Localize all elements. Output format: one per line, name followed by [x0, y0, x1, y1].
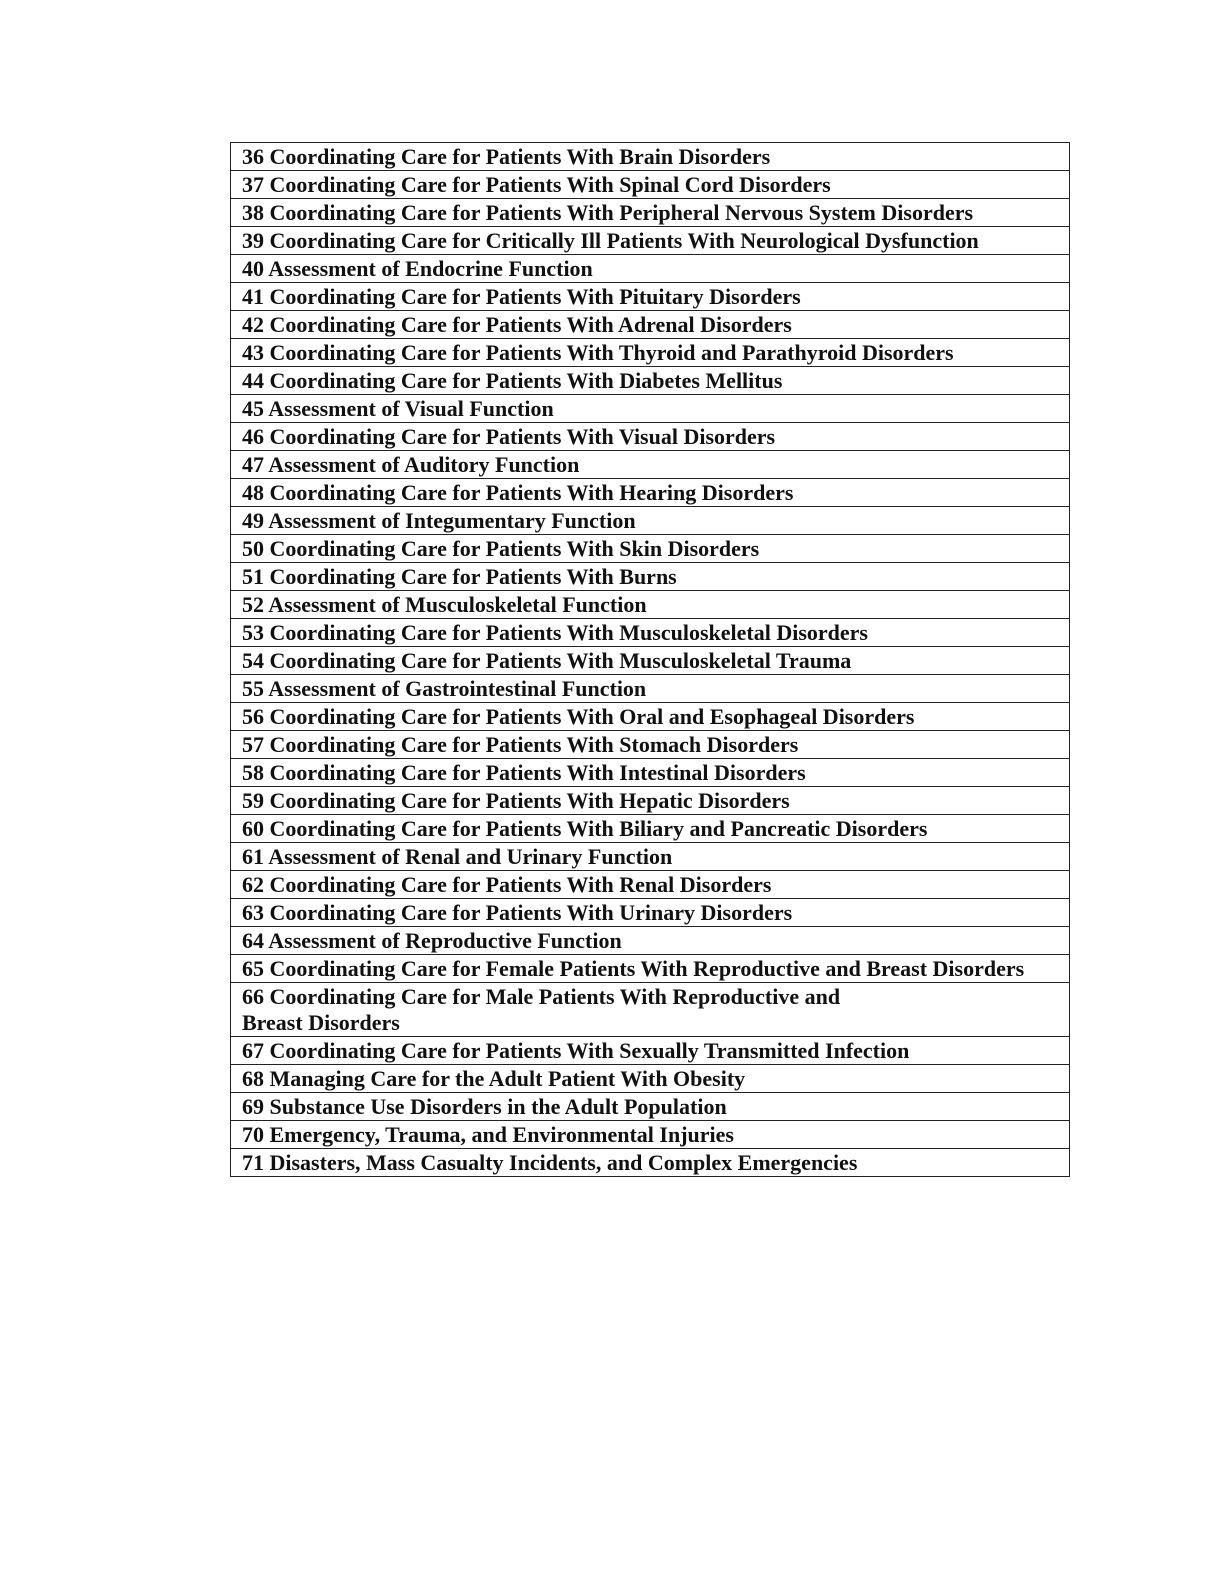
table-row [231, 1065, 1070, 1093]
chapter-cell: 71 Disasters, Mass Casualty Incidents, and Complex Emergencies [231, 1149, 1070, 1177]
table-row [231, 1093, 1070, 1121]
chapter-cell: 41 Coordinating Care for Patients With Pituitary Disorders [231, 283, 1070, 311]
table-row [231, 871, 1070, 899]
table-row [231, 479, 1070, 507]
chapter-cell: 47 Assessment of Auditory Function [231, 451, 1070, 479]
table-row [231, 983, 1070, 1037]
table-row [231, 339, 1070, 367]
chapter-cell: 37 Coordinating Care for Patients With Spinal Cord Disorders [231, 171, 1070, 199]
table-row [231, 731, 1070, 759]
chapter-cell: 50 Coordinating Care for Patients With Skin Disorders [231, 535, 1070, 563]
chapter-cell: 62 Coordinating Care for Patients With Renal Disorders [231, 871, 1070, 899]
table-row [231, 703, 1070, 731]
table-row [231, 199, 1070, 227]
table-row [231, 787, 1070, 815]
table-row [231, 815, 1070, 843]
table-row [231, 143, 1070, 171]
chapter-cell: 56 Coordinating Care for Patients With Oral and Esophageal Disorders [231, 703, 1070, 731]
chapter-table-body [231, 143, 1070, 1177]
chapter-cell: 61 Assessment of Renal and Urinary Function [231, 843, 1070, 871]
chapter-cell: 43 Coordinating Care for Patients With Thyroid and Parathyroid Disorders [231, 339, 1070, 367]
table-row [231, 507, 1070, 535]
table-row [231, 759, 1070, 787]
chapter-cell: 39 Coordinating Care for Critically Ill Patients With Neurological Dysfunction [231, 227, 1070, 255]
table-row [231, 171, 1070, 199]
chapter-cell: 51 Coordinating Care for Patients With Burns [231, 563, 1070, 591]
chapter-cell: 66 Coordinating Care for Male Patients With Reproductive and Breast Disorders [231, 983, 1070, 1037]
chapter-cell: 53 Coordinating Care for Patients With Musculoskeletal Disorders [231, 619, 1070, 647]
chapter-cell: 63 Coordinating Care for Patients With Urinary Disorders [231, 899, 1070, 927]
table-row [231, 395, 1070, 423]
table-row [231, 283, 1070, 311]
chapter-cell: 40 Assessment of Endocrine Function [231, 255, 1070, 283]
chapter-cell: 46 Coordinating Care for Patients With Visual Disorders [231, 423, 1070, 451]
table-row [231, 843, 1070, 871]
chapter-cell: 64 Assessment of Reproductive Function [231, 927, 1070, 955]
chapter-cell: 48 Coordinating Care for Patients With Hearing Disorders [231, 479, 1070, 507]
chapter-cell: 69 Substance Use Disorders in the Adult Population [231, 1093, 1070, 1121]
table-row [231, 619, 1070, 647]
table-row [231, 451, 1070, 479]
table-row [231, 1037, 1070, 1065]
table-row [231, 955, 1070, 983]
chapter-table [230, 142, 1070, 1177]
chapter-cell: 67 Coordinating Care for Patients With Sexually Transmitted Infection [231, 1037, 1070, 1065]
table-row [231, 927, 1070, 955]
table-row [231, 367, 1070, 395]
chapter-cell: 70 Emergency, Trauma, and Environmental Injuries [231, 1121, 1070, 1149]
chapter-cell: 58 Coordinating Care for Patients With Intestinal Disorders [231, 759, 1070, 787]
table-row [231, 423, 1070, 451]
chapter-cell: 68 Managing Care for the Adult Patient With Obesity [231, 1065, 1070, 1093]
table-row [231, 563, 1070, 591]
table-row [231, 311, 1070, 339]
table-row [231, 647, 1070, 675]
chapter-cell: 45 Assessment of Visual Function [231, 395, 1070, 423]
chapter-cell: 57 Coordinating Care for Patients With Stomach Disorders [231, 731, 1070, 759]
table-row [231, 255, 1070, 283]
table-row [231, 591, 1070, 619]
chapter-cell: 49 Assessment of Integumentary Function [231, 507, 1070, 535]
chapter-cell: 55 Assessment of Gastrointestinal Function [231, 675, 1070, 703]
chapter-cell: 59 Coordinating Care for Patients With Hepatic Disorders [231, 787, 1070, 815]
chapter-cell: 42 Coordinating Care for Patients With Adrenal Disorders [231, 311, 1070, 339]
chapter-cell: 38 Coordinating Care for Patients With Peripheral Nervous System Disorders [231, 199, 1070, 227]
table-row [231, 675, 1070, 703]
table-row [231, 535, 1070, 563]
chapter-cell: 54 Coordinating Care for Patients With Musculoskeletal Trauma [231, 647, 1070, 675]
chapter-cell: 52 Assessment of Musculoskeletal Function [231, 591, 1070, 619]
chapter-cell: 36 Coordinating Care for Patients With Brain Disorders [231, 143, 1070, 171]
chapter-cell: 65 Coordinating Care for Female Patients With Reproductive and Breast Disorders [231, 955, 1070, 983]
table-row [231, 1149, 1070, 1177]
chapter-cell: 60 Coordinating Care for Patients With Biliary and Pancreatic Disorders [231, 815, 1070, 843]
table-row [231, 899, 1070, 927]
chapter-cell: 44 Coordinating Care for Patients With Diabetes Mellitus [231, 367, 1070, 395]
table-row [231, 227, 1070, 255]
table-row [231, 1121, 1070, 1149]
